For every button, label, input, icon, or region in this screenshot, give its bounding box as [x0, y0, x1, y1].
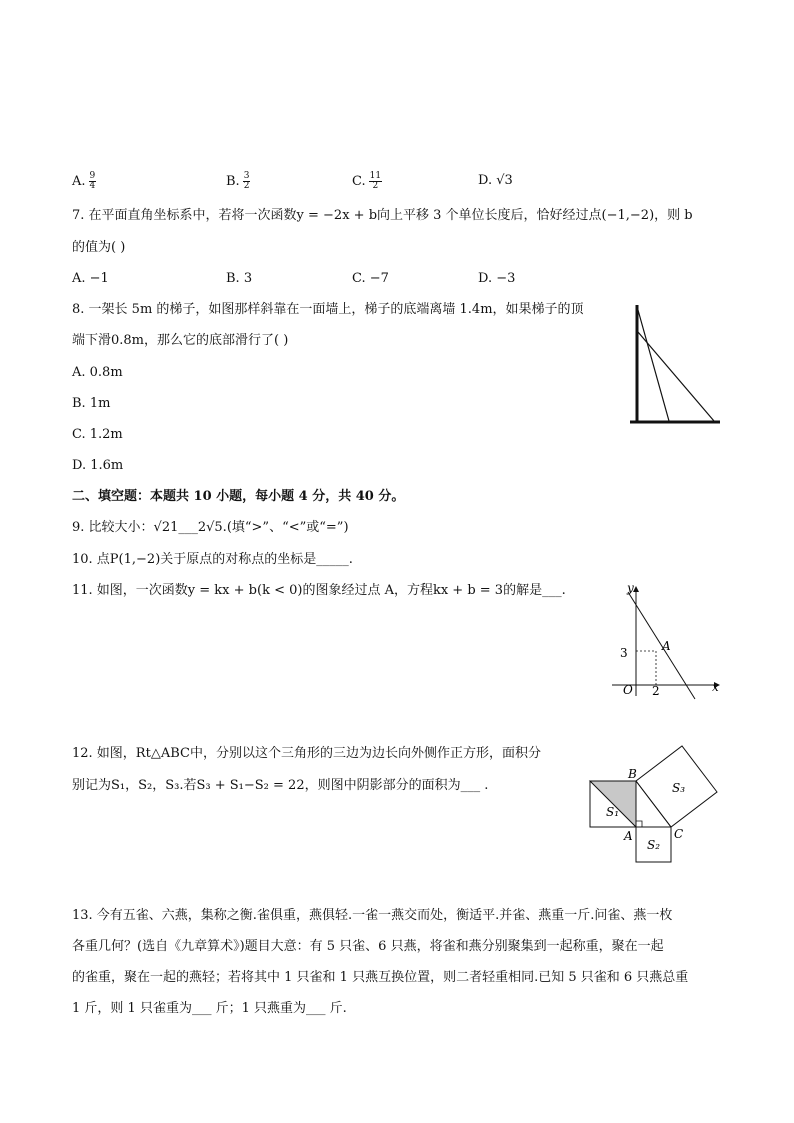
- vertex-b-label: B: [628, 767, 637, 781]
- q7-option-d: D. −3: [478, 271, 516, 286]
- right-angle-mark: [636, 821, 642, 827]
- q6-option-d: D. √3: [478, 173, 513, 188]
- q6-option-b: B. $\frac{3}{2}$: [226, 171, 250, 191]
- fraction: $\frac{3}{2}$: [243, 171, 250, 191]
- ladder-figure: [628, 302, 722, 426]
- ladder-before: [638, 310, 669, 421]
- q13-line3: 的雀重，聚在一起的燕轻；若将其中 1 只雀和 1 只燕互换位置，则二者轻重相同.已知 5 只雀和 6 只燕总重: [72, 970, 689, 985]
- q7-option-b: B. 3: [226, 271, 253, 286]
- q7-option-c: C. −7: [352, 271, 389, 286]
- origin-label: O: [623, 683, 633, 697]
- section-heading: 二、填空题：本题共 10 小题，每小题 4 分，共 40 分。: [72, 489, 405, 504]
- q6-option-a: A. $\frac{9}{4}$: [72, 171, 96, 191]
- q8-line2: 端下滑0.8m，那么它的底部滑行了( ): [72, 333, 289, 348]
- vertex-c-label: C: [674, 827, 684, 841]
- linear-function-graph: [608, 578, 728, 700]
- s1-label: S₁: [606, 805, 620, 819]
- q13-line4: 1 斤，则 1 只雀重为___ 斤；1 只燕重为___ 斤.: [72, 1001, 347, 1016]
- ladder-after: [638, 332, 714, 421]
- x-tick-label: 2: [652, 684, 660, 698]
- q8-option-c: C. 1.2m: [72, 427, 123, 442]
- q12-line1: 12. 如图，Rt△ABC中，分别以这个三角形的三边为边长向外侧作正方形，面积分: [72, 746, 541, 761]
- q8-line1: 8. 一架长 5m 的梯子，如图那样斜靠在一面墙上，梯子的底端离墙 1.4m，如果梯子的顶: [72, 302, 584, 317]
- point-a-label: A: [662, 639, 671, 653]
- q11-text: 11. 如图，一次函数y = kx + b(k < 0)的图象经过点 A，方程kx + b = 3的解是___.: [72, 583, 566, 598]
- q6-option-c: C. $\frac{11}{2}$: [352, 171, 382, 191]
- q8-option-d: D. 1.6m: [72, 458, 124, 473]
- shaded-triangle: [590, 781, 636, 827]
- q7-line1: 7. 在平面直角坐标系中，若将一次函数y = −2x + b向上平移 3 个单位长度后，恰好经过点(−1,−2)，则 b: [72, 208, 693, 223]
- q7-option-a: A. −1: [72, 271, 109, 286]
- vertex-a-label: A: [624, 829, 633, 843]
- q10-text: 10. 点P(1,−2)关于原点的对称点的坐标是_____.: [72, 552, 353, 567]
- q8-option-b: B. 1m: [72, 396, 111, 411]
- x-axis-label: x: [712, 680, 719, 694]
- q13-line2: 各重几何？(选自《九章算术》)题目大意：有 5 只雀、6 只燕，将雀和燕分别聚集到一起称重，聚在一起: [72, 939, 664, 954]
- y-axis-label: y: [627, 581, 634, 595]
- q13-line1: 13. 今有五雀、六燕，集称之衡.雀俱重，燕俱轻.一雀一燕交而处，衡适平.并雀、燕重一斤.问雀、燕一枚: [72, 908, 673, 923]
- fraction: $\frac{11}{2}$: [369, 171, 382, 191]
- q7-line2: 的值为( ): [72, 240, 126, 255]
- y-tick-label: 3: [620, 646, 628, 660]
- q12-line2: 别记为S₁，S₂，S₃.若S₃ + S₁−S₂ = 22，则图中阴影部分的面积为___ .: [72, 778, 489, 793]
- s3-label: S₃: [672, 781, 686, 795]
- q9-text: 9. 比较大小：√21___2√5.(填“>”、“<”或“=”): [72, 520, 349, 535]
- pythagoras-figure: [582, 738, 728, 866]
- hypotenuse-bc: [636, 781, 671, 827]
- q8-option-a: A. 0.8m: [72, 365, 123, 380]
- fraction: $\frac{9}{4}$: [89, 171, 96, 191]
- s2-label: S₂: [647, 838, 661, 852]
